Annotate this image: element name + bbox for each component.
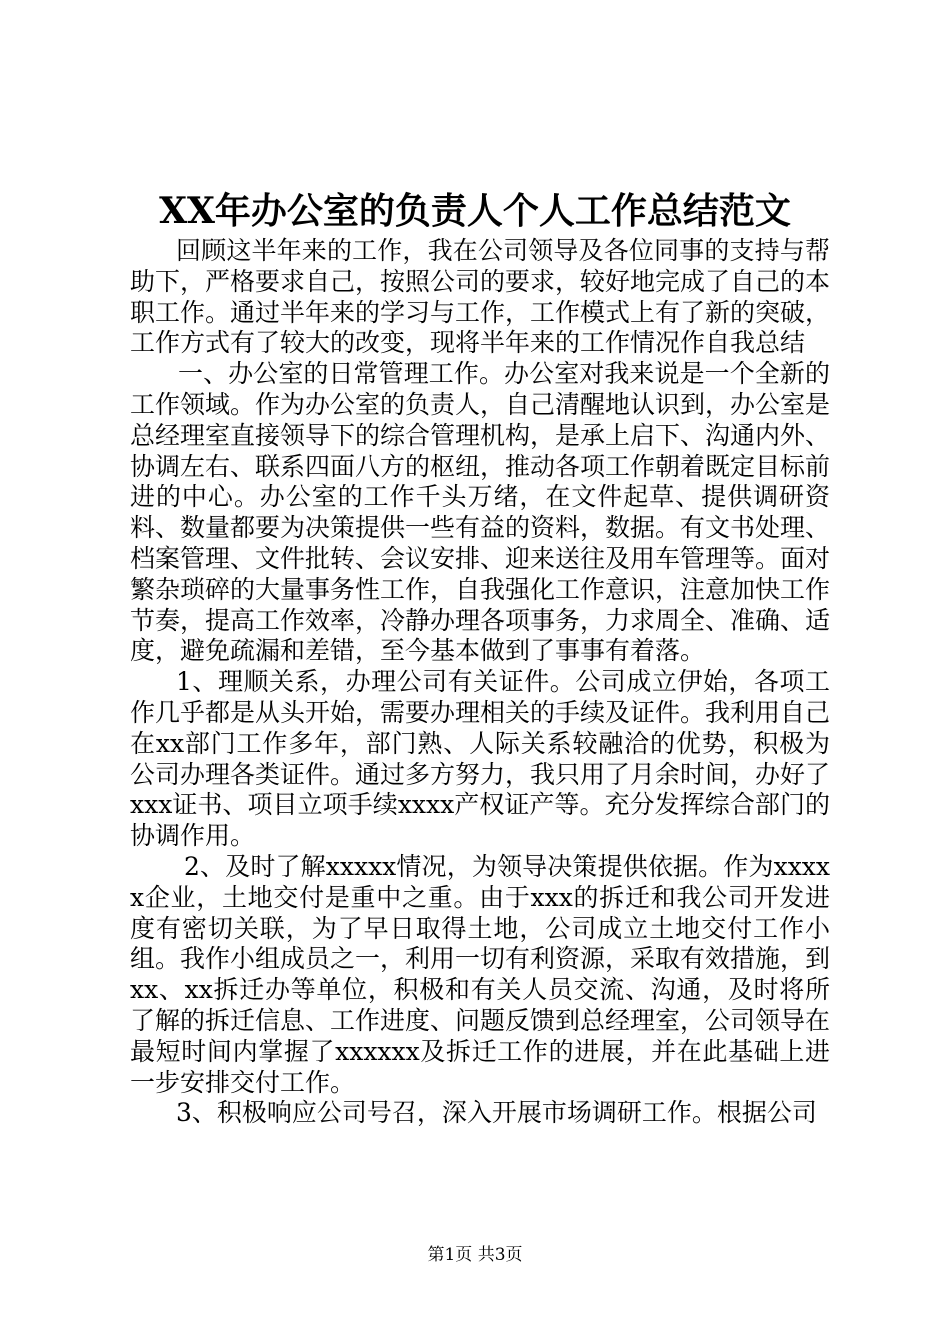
paragraph-item-3: 3、积极响应公司号召，深入开展市场调研工作。根据公司 [176,1098,817,1128]
paragraph-item-2: 2、及时了解xxxxx情况，为领导决策提供依据。作为xxxxx企业，土地交付是重中之重。由于xxx的拆迁和我公司开发进度有密切关联，为了早日取得土地，公司成立土地交付工作小组。我作小组成员之一，利用一切有利资源，采取有效措施，到xx、xx拆迁办等单位，积极和有关人员交流、沟通，及时将所了解的拆迁信息、工作进度、问题反馈到总经理室，公司领导在最短时间内掌握了xxxxxx及拆迁工作的进展，并在此基础上进一步安排交付工作。 [130,851,831,1097]
document-body [130,236,830,1129]
paragraph-intro: 回顾这半年来的工作，我在公司领导及各位同事的支持与帮助下，严格要求自己，按照公司的要求，较好地完成了自己的本职工作。通过半年来的学习与工作，工作模式上有了新的突破，工作方式有了较大的改变，现将半年来的工作情况作自我总结 [130,236,831,358]
document-title: XX年办公室的负责人个人工作总结范文 [159,190,791,232]
page-footer: 第1页 共3页 [427,1245,523,1265]
paragraph-item-1: 1、理顺关系，办理公司有关证件。公司成立伊始，各项工作几乎都是从头开始，需要办理相关的手续及证件。我利用自己在xx部门工作多年，部门熟、人际关系较融洽的优势，积极为公司办理各类证件。通过多方努力，我只用了月余时间，办好了xxx证书、项目立项手续xxxx产权证产等。充分发挥综合部门的协调作用。 [130,667,831,851]
paragraph-office-management: 一、办公室的日常管理工作。办公室对我来说是一个全新的工作领域。作为办公室的负责人，自己清醒地认识到，办公室是总经理室直接领导下的综合管理机构，是承上启下、沟通内外、协调左右、联系四面八方的枢纽，推动各项工作朝着既定目标前进的中心。办公室的工作千头万绪，在文件起草、提供调研资料、数量都要为决策提供一些有益的资料，数据。有文书处理、档案管理、文件批转、会议安排、迎来送往及用车管理等。面对繁杂琐碎的大量事务性工作，自我强化工作意识，注意加快工作节奏，提高工作效率，冷静办理各项事务，力求周全、准确、适度，避免疏漏和差错，至今基本做到了事事有着落。 [130,359,831,666]
